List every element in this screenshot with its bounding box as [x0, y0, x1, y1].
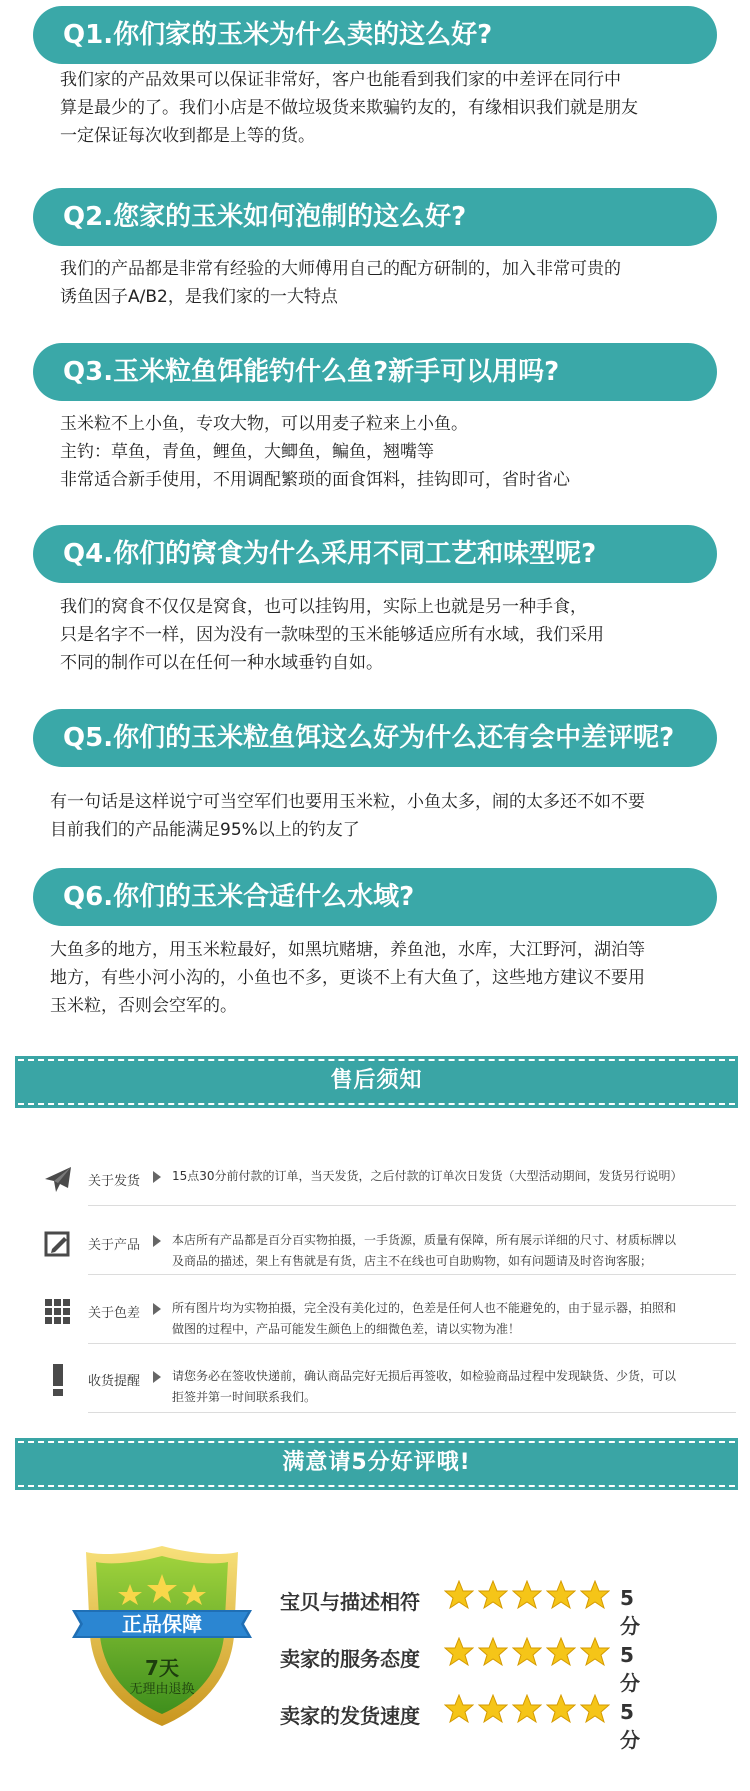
exclamation-icon	[42, 1364, 74, 1396]
after-sales-label: 关于发货	[88, 1174, 141, 1189]
star-rating	[444, 1637, 610, 1667]
after-sales-text-line: 做图的过程中，产品可能发生颜色上的细微色差，请以实物为准！	[172, 1322, 521, 1336]
divider	[88, 1343, 736, 1344]
faq-answer-1	[60, 66, 638, 150]
star-icon	[512, 1580, 542, 1610]
faq-answer-5	[50, 788, 645, 844]
star-icon	[580, 1637, 610, 1667]
faq-answer-line: 目前我们的产品能满足95%以上的钓友了	[50, 820, 360, 840]
faq-answer-line: 玉米粒，否则会空军的。	[50, 996, 237, 1016]
after-sales-text-line: 本店所有产品都是百分百实物拍摄，一手货源，质量有保障，所有展示详细的尺寸、材质标牌以	[172, 1233, 677, 1247]
after-sales-text-line: 请您务必在签收快递前，确认商品完好无损后再签收，如检验商品过程中发现缺货、少货，可以	[172, 1369, 677, 1383]
divider	[88, 1412, 736, 1413]
star-icon	[546, 1637, 576, 1667]
after-sales-label: 收货提醒	[88, 1374, 141, 1389]
faq-answer-line: 我们家的产品效果可以保证非常好，客户也能看到我们家的中差评在同行中	[60, 70, 621, 90]
faq-answer-line: 大鱼多的地方，用玉米粒最好，如黑坑赌塘，养鱼池，水库，大江野河，湖泊等	[50, 940, 645, 960]
play-arrow-icon	[153, 1235, 161, 1247]
star-icon	[478, 1580, 508, 1610]
divider	[88, 1274, 736, 1275]
faq-answer-line: 算是最少的了。我们小店是不做垃圾货来欺骗钓友的，有缘相识我们就是朋友	[60, 98, 638, 118]
star-icon	[580, 1694, 610, 1724]
after-sales-text	[172, 1366, 732, 1408]
faq-question-1: Q1.你们家的玉米为什么卖的这么好?	[33, 6, 717, 64]
after-sales-text-line: 及商品的描述，架上有售就是有货，店主不在线也可自助购物，如有问题请及时咨询客服；	[172, 1254, 653, 1268]
star-icon	[546, 1580, 576, 1610]
after-sales-label: 关于产品	[88, 1238, 141, 1253]
star-icon	[444, 1637, 474, 1667]
faq-answer-line: 主钓：草鱼，青鱼，鲤鱼，大鲫鱼，鳊鱼，翘嘴等	[60, 442, 434, 462]
star-icon	[512, 1637, 542, 1667]
star-icon	[444, 1694, 474, 1724]
edit-icon	[42, 1228, 74, 1260]
faq-answer-3	[60, 410, 570, 494]
faq-question-5: Q5.你们的玉米粒鱼饵这么好为什么还有会中差评呢?	[33, 709, 717, 767]
after-sales-text-line: 15点30分前付款的订单，当天发货，之后付款的订单次日发货（大型活动期间，发货另行说明）	[172, 1169, 683, 1183]
rating-label: 卖家的发货速度	[280, 1704, 420, 1728]
play-arrow-icon	[153, 1303, 161, 1315]
faq-answer-2	[60, 255, 621, 311]
faq-answer-line: 我们的产品都是非常有经验的大师傅用自己的配方研制的，加入非常可贵的	[60, 259, 621, 279]
star-icon	[444, 1580, 474, 1610]
rating-score: 5分	[620, 1700, 640, 1752]
faq-question-4: Q4.你们的窝食为什么采用不同工艺和味型呢?	[33, 525, 717, 583]
rating-score: 5分	[620, 1586, 640, 1638]
after-sales-text	[172, 1298, 732, 1340]
faq-answer-6	[50, 936, 645, 1020]
faq-answer-line: 只是名字不一样，因为没有一款味型的玉米能够适应所有水域，我们采用	[60, 625, 604, 645]
after-sales-text	[172, 1230, 732, 1272]
star-icon	[478, 1637, 508, 1667]
star-icon	[512, 1694, 542, 1724]
faq-answer-line: 诱鱼因子A/B2，是我们家的一大特点	[60, 287, 338, 307]
rating-score: 5分	[620, 1643, 640, 1695]
faq-answer-line: 一定保证每次收到都是上等的货。	[60, 126, 315, 146]
faq-answer-line: 有一句话是这样说宁可当空军们也要用玉米粒，小鱼太多，闹的太多还不如不要	[50, 792, 645, 812]
divider	[88, 1205, 736, 1206]
star-icon	[478, 1694, 508, 1724]
star-icon	[546, 1694, 576, 1724]
faq-answer-line: 非常适合新手使用，不用调配繁琐的面食饵料，挂钩即可，省时省心	[60, 470, 570, 490]
after-sales-text	[172, 1166, 732, 1187]
play-arrow-icon	[153, 1371, 161, 1383]
star-rating	[444, 1580, 610, 1610]
faq-question-2: Q2.您家的玉米如何泡制的这么好?	[33, 188, 717, 246]
rating-label: 宝贝与描述相符	[280, 1590, 420, 1614]
faq-answer-line: 不同的制作可以在任何一种水域垂钓自如。	[60, 653, 383, 673]
faq-answer-line: 我们的窝食不仅仅是窝食，也可以挂钩用，实际上也就是另一种手食，	[60, 597, 587, 617]
rating-label: 卖家的服务态度	[280, 1647, 420, 1671]
after-sales-text-line: 所有图片均为实物拍摄，完全没有美化过的，色差是任何人也不能避免的，由于显示器，拍照和	[172, 1301, 677, 1315]
faq-answer-line: 玉米粒不上小鱼，专攻大物，可以用麦子粒来上小鱼。	[60, 414, 468, 434]
grid-icon	[42, 1296, 74, 1328]
badge-subtitle: 无理由退换	[129, 1682, 195, 1697]
faq-question-3: Q3.玉米粒鱼饵能钓什么鱼?新手可以用吗?	[33, 343, 717, 401]
badge-title: 正品保障	[122, 1612, 202, 1636]
star-icon	[580, 1580, 610, 1610]
faq-answer-line: 地方，有些小河小沟的，小鱼也不多，更谈不上有大鱼了，这些地方建议不要用	[50, 968, 645, 988]
after-sales-banner: 售后须知	[18, 1059, 735, 1105]
star-rating	[444, 1694, 610, 1724]
airplane-icon	[42, 1164, 74, 1196]
guarantee-badge	[72, 1540, 252, 1730]
after-sales-text-line: 拒签并第一时间联系我们。	[172, 1390, 317, 1404]
faq-answer-4	[60, 593, 604, 677]
play-arrow-icon	[153, 1171, 161, 1183]
badge-days: 7天	[145, 1656, 179, 1680]
rating-banner: 满意请5分好评哦!	[18, 1441, 735, 1487]
after-sales-label: 关于色差	[88, 1306, 141, 1321]
faq-question-6: Q6.你们的玉米合适什么水域?	[33, 868, 717, 926]
